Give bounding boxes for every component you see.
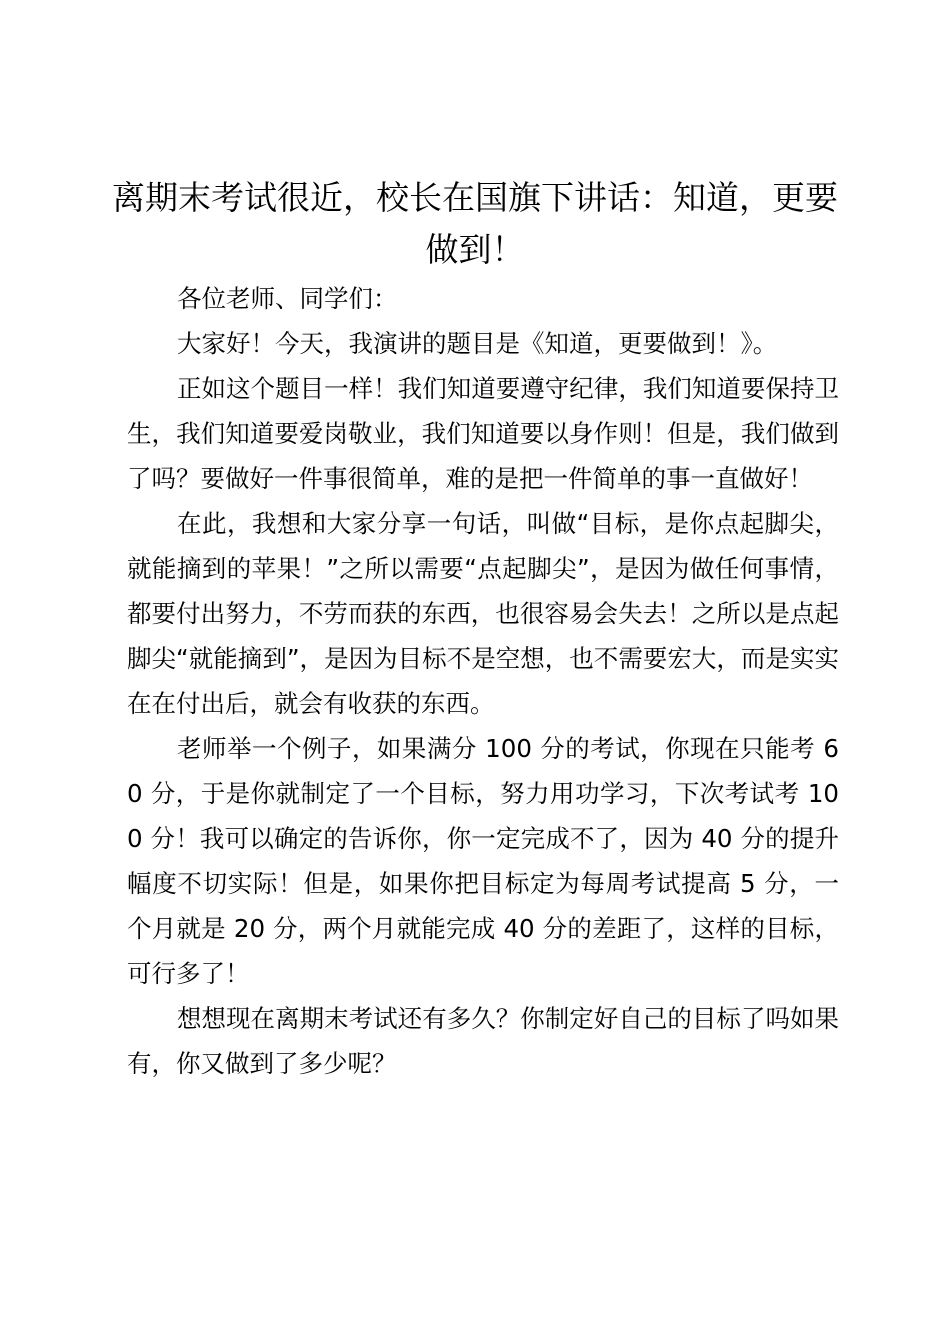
paragraph-greeting: 各位老师、同学们： (177, 284, 398, 313)
paragraph-intro: 大家好！今天，我演讲的题目是《知道，更要做到！》。 (177, 329, 778, 358)
document-body (127, 276, 839, 1086)
paragraph-quote: 在此，我想和大家分享一句话，叫做“目标，是你点起脚尖，就能摘到的苹果！”之所以需要“点起脚尖”，是因为做任何事情，都要付出努力，不劳而获的东西，也很容易会失去！之所以是点起脚尖“就能摘到”，是因为目标不是空想，也不需要宏大，而是实实在在付出后，就会有收获的东西。 (127, 509, 839, 718)
document-title: 离期末考试很近，校长在国旗下讲话：知道，更要做到！ (112, 178, 838, 269)
paragraph-closing: 想想现在离期末考试还有多久？你制定好自己的目标了吗如果有，你又做到了多少呢？ (127, 1004, 839, 1078)
paragraph-example: 老师举一个例子，如果满分 100 分的考试，你现在只能考 60 分，于是你就制定了一个目标，努力用功学习，下次考试考 100 分！我可以确定的告诉你，你一定完成不了，因为 40 分的提升幅度不切实际！但是，如果你把目标定为每周考试提高 5 分，一个月就是 20 分，两个月就能完成 40 分的差距了，这样的目标，可行多了！ (127, 734, 839, 988)
paragraph-theme: 正如这个题目一样！我们知道要遵守纪律，我们知道要保持卫生，我们知道要爱岗敬业，我们知道要以身作则！但是，我们做到了吗？要做好一件事很简单，难的是把一件简单的事一直做好！ (127, 374, 839, 493)
